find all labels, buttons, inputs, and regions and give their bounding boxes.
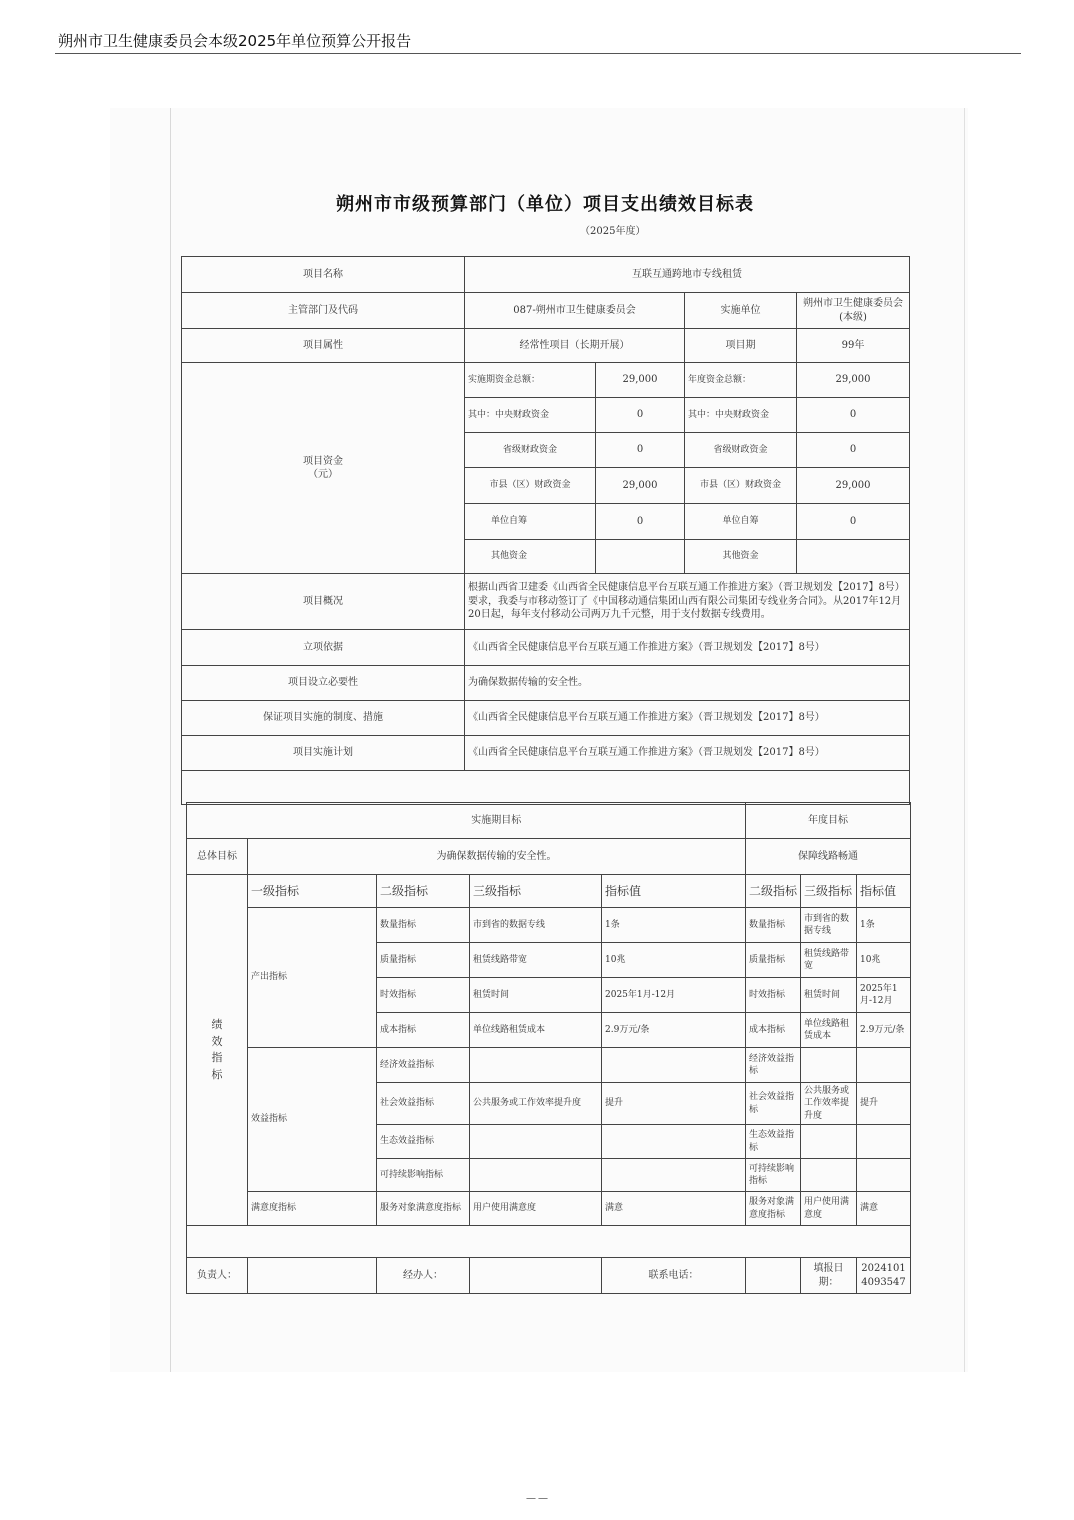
row-l2: 可持续影响指标 [377, 1159, 470, 1192]
project-name-label: 项目名称 [182, 257, 465, 293]
row-l3: 租赁时间 [470, 978, 602, 1013]
overall-target-impl: 为确保数据传输的安全性。 [248, 839, 746, 875]
fund-right-label: 市县（区）财政资金 [685, 468, 797, 504]
col-header-year-value: 指标值 [857, 875, 911, 908]
fund-left-value: 0 [596, 398, 685, 433]
fund-left-label: 省级财政资金 [465, 433, 596, 468]
basis-text: 《山西省全民健康信息平台互联互通工作推进方案》（晋卫规划发【2017】8号） [465, 630, 910, 666]
row-year-l3 [801, 1048, 857, 1083]
row-year-value: 满意 [857, 1192, 911, 1226]
row-l3: 单位线路租赁成本 [470, 1013, 602, 1048]
row-year-l2: 经济效益指标 [746, 1048, 801, 1083]
guarantee-text: 《山西省全民健康信息平台互联互通工作推进方案》（晋卫规划发【2017】8号） [465, 701, 910, 736]
row-l2: 生态效益指标 [377, 1125, 470, 1159]
person-value [248, 1258, 377, 1294]
row-year-l3 [801, 1125, 857, 1159]
fund-right-value [797, 540, 910, 574]
col-header-l3: 三级指标 [470, 875, 602, 908]
fund-right-label: 省级财政资金 [685, 433, 797, 468]
impl-unit-label: 实施单位 [685, 293, 797, 329]
row-l3: 公共服务或工作效率提升度 [470, 1083, 602, 1125]
header-divider [55, 53, 1021, 54]
impl-unit-value: 朔州市卫生健康委员会(本级) [797, 293, 910, 329]
form-year: （2025年度） [580, 226, 646, 237]
performance-table [186, 802, 911, 1294]
dept-code-label: 主管部门及代码 [182, 293, 465, 329]
row-l3 [470, 1048, 602, 1083]
row-l2: 成本指标 [377, 1013, 470, 1048]
basis-label: 立项依据 [182, 630, 465, 666]
handler-value [470, 1258, 602, 1294]
project-period-label: 项目期 [685, 329, 797, 363]
col-header-l2: 二级指标 [377, 875, 470, 908]
plan-label: 项目实施计划 [182, 736, 465, 771]
group-output: 产出指标 [248, 908, 377, 1048]
row-year-l2: 成本指标 [746, 1013, 801, 1048]
row-year-l3 [801, 1159, 857, 1192]
handler-label: 经办人： [377, 1258, 470, 1294]
row-value: 满意 [602, 1192, 746, 1226]
row-year-l3: 租赁线路带宽 [801, 943, 857, 978]
spacer-row [182, 771, 910, 805]
spacer-row [187, 1226, 911, 1258]
row-year-l3: 单位线路租赁成本 [801, 1013, 857, 1048]
fund-right-label: 年度资金总额： [685, 363, 797, 398]
row-year-l3: 市到省的数据专线 [801, 908, 857, 943]
guarantee-label: 保证项目实施的制度、措施 [182, 701, 465, 736]
row-l3 [470, 1159, 602, 1192]
row-year-value [857, 1159, 911, 1192]
page-number: －－ [524, 1492, 549, 1506]
perf-header-blank [187, 803, 248, 839]
fund-right-label: 其他资金 [685, 540, 797, 574]
funds-label-line2: （元） [308, 469, 338, 480]
perf-indicator-label: 绩效指标 [187, 875, 248, 1226]
group-effect: 效益指标 [248, 1048, 377, 1192]
row-l3: 用户使用满意度 [470, 1192, 602, 1226]
col-header-l1: 一级指标 [248, 875, 377, 908]
row-year-l2: 服务对象满意度指标 [746, 1192, 801, 1226]
person-label: 负责人： [187, 1258, 248, 1294]
fund-left-value: 29,000 [596, 363, 685, 398]
necessity-text: 为确保数据传输的安全性。 [465, 666, 910, 701]
row-value [602, 1159, 746, 1192]
date-label: 填报日期： [801, 1258, 857, 1294]
row-value [602, 1048, 746, 1083]
row-l2: 时效指标 [377, 978, 470, 1013]
row-year-l2: 数量指标 [746, 908, 801, 943]
project-period-value: 99年 [797, 329, 910, 363]
dept-code-value: 087-朔州市卫生健康委员会 [465, 293, 685, 329]
row-year-value: 2025年1月-12月 [857, 978, 911, 1013]
row-l2: 经济效益指标 [377, 1048, 470, 1083]
row-l2: 服务对象满意度指标 [377, 1192, 470, 1226]
project-attr-value: 经常性项目（长期开展） [465, 329, 685, 363]
row-year-value: 2.9万元/条 [857, 1013, 911, 1048]
impl-target-label: 实施期目标 [248, 803, 746, 839]
project-attr-label: 项目属性 [182, 329, 465, 363]
row-year-value: 10兆 [857, 943, 911, 978]
col-header-value: 指标值 [602, 875, 746, 908]
row-year-l2: 社会效益指标 [746, 1083, 801, 1125]
overview-label: 项目概况 [182, 574, 465, 630]
form-title: 朔州市市级预算部门（单位）项目支出绩效目标表 [336, 194, 754, 215]
fund-left-value: 0 [596, 504, 685, 540]
row-value: 2025年1月-12月 [602, 978, 746, 1013]
fund-left-label: 单位自筹 [465, 504, 596, 540]
necessity-label: 项目设立必要性 [182, 666, 465, 701]
row-year-l2: 生态效益指标 [746, 1125, 801, 1159]
row-year-value: 提升 [857, 1083, 911, 1125]
project-name-value: 互联互通跨地市专线租赁 [465, 257, 910, 293]
fund-right-label: 单位自筹 [685, 504, 797, 540]
fund-left-label: 市县（区）财政资金 [465, 468, 596, 504]
row-year-l3: 用户使用满意度 [801, 1192, 857, 1226]
year-target-label: 年度目标 [746, 803, 911, 839]
overview-text: 根据山西省卫建委《山西省全民健康信息平台互联互通工作推进方案》（晋卫规划发【2017】8号）要求，我委与市移动签订了《中国移动通信集团山西有限公司集团专线业务合同》。从2017年12月20日起，每年支付移动公司两万九千元整，用于支付数据专线费用。 [465, 574, 910, 630]
scan-edge-line [964, 108, 965, 1372]
project-info-table [181, 256, 910, 805]
row-year-l3: 租赁时间 [801, 978, 857, 1013]
scan-fold-line [170, 108, 171, 1372]
row-year-value: 1条 [857, 908, 911, 943]
fund-left-value [596, 540, 685, 574]
date-value: 20241014093547 [857, 1258, 911, 1294]
row-l2: 数量指标 [377, 908, 470, 943]
fund-left-value: 29,000 [596, 468, 685, 504]
plan-text: 《山西省全民健康信息平台互联互通工作推进方案》（晋卫规划发【2017】8号） [465, 736, 910, 771]
fund-left-label: 其他资金 [465, 540, 596, 574]
row-value [602, 1125, 746, 1159]
overall-target-year: 保障线路畅通 [746, 839, 911, 875]
fund-right-value: 29,000 [797, 468, 910, 504]
col-header-year-l3: 三级指标 [801, 875, 857, 908]
funds-label [182, 363, 465, 574]
row-value: 10兆 [602, 943, 746, 978]
fund-right-value: 0 [797, 433, 910, 468]
phone-value [746, 1258, 801, 1294]
funds-label-line1: 项目资金 [303, 455, 343, 467]
row-value: 1条 [602, 908, 746, 943]
fund-right-value: 29,000 [797, 363, 910, 398]
col-header-year-l2: 二级指标 [746, 875, 801, 908]
fund-left-label: 其中：中央财政资金 [465, 398, 596, 433]
row-l3: 市到省的数据专线 [470, 908, 602, 943]
row-l3 [470, 1125, 602, 1159]
overall-target-label: 总体目标 [187, 839, 248, 875]
row-l2: 社会效益指标 [377, 1083, 470, 1125]
group-satisfaction: 满意度指标 [248, 1192, 377, 1226]
row-year-l2: 时效指标 [746, 978, 801, 1013]
row-l2: 质量指标 [377, 943, 470, 978]
fund-left-label: 实施期资金总额： [465, 363, 596, 398]
document-header: 朔州市卫生健康委员会本级2025年单位预算公开报告 [58, 32, 412, 50]
fund-left-value: 0 [596, 433, 685, 468]
fund-right-value: 0 [797, 398, 910, 433]
row-l3: 租赁线路带宽 [470, 943, 602, 978]
fund-right-label: 其中：中央财政资金 [685, 398, 797, 433]
row-value: 2.9万元/条 [602, 1013, 746, 1048]
row-year-value [857, 1125, 911, 1159]
row-year-l3: 公共服务或工作效率提升度 [801, 1083, 857, 1125]
fund-right-value: 0 [797, 504, 910, 540]
row-year-l2: 质量指标 [746, 943, 801, 978]
row-year-l2: 可持续影响指标 [746, 1159, 801, 1192]
row-value: 提升 [602, 1083, 746, 1125]
row-year-value [857, 1048, 911, 1083]
phone-label: 联系电话： [602, 1258, 746, 1294]
